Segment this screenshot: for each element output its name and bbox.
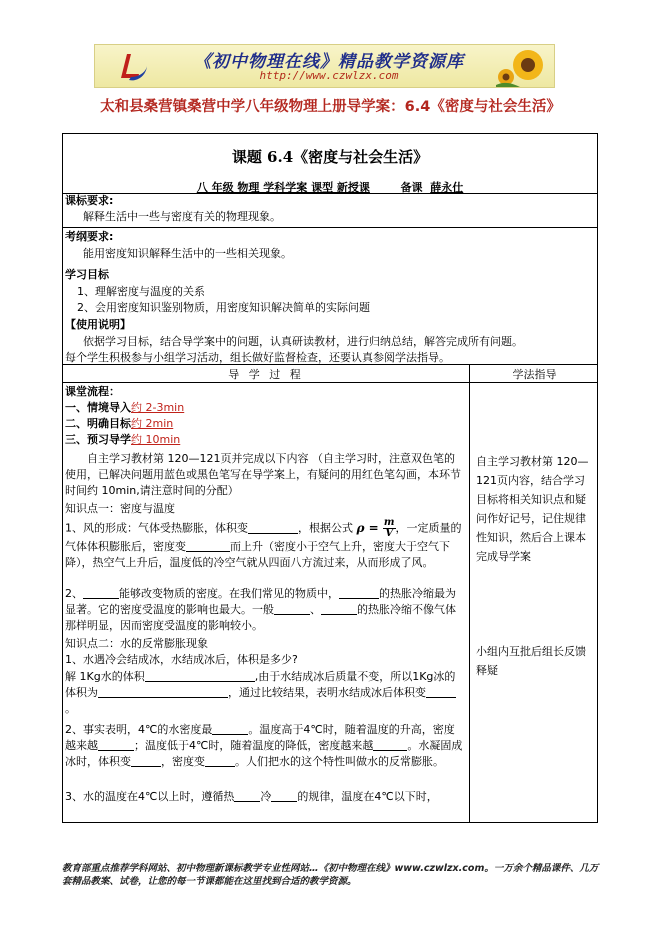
study-tip-1: 自主学习教材第 120—121页内容，结合学习目标将相关知识点和疑问作好记号，记住规律性知识，然后合上课本完成导学案 [476, 455, 589, 563]
kp2-question-2 [65, 722, 465, 770]
answer-blank[interactable] [205, 754, 235, 767]
kp1-q2-text-e: 的热胀冷缩不像气体那样明显，因而密度受温度的影响较小。 [65, 603, 456, 632]
subhead-prep-name: 薛永仕 [430, 181, 464, 194]
kp1-q2-text-b: 能够改变物质的密度。在我们常见的物质中， [119, 587, 339, 600]
divider [63, 227, 597, 228]
answer-blank[interactable] [271, 789, 297, 802]
step1-label: 一、情境导入 [65, 401, 131, 414]
goal-2: 2、会用密度知识鉴别物质，用密度知识解决简单的实际问题 [77, 301, 370, 314]
req-label: 课标要求: [65, 194, 114, 207]
site-logo-icon [113, 48, 151, 86]
answer-blank[interactable] [212, 722, 248, 735]
page-footer: 教育部重点推荐学科网站、初中物理新课标教学专业性网站…《初中物理在线》www.czwlzx.com。一万余个精品课件、几万套精品教案、试卷，让您的每一节课都能在这里找到合适的教学资源。 [62, 863, 599, 887]
step2-time: 约 2min [131, 417, 174, 430]
answer-blank[interactable] [234, 789, 260, 802]
usage-line-1: 依据学习目标，结合导学案中的问题，认真研读教材，进行归纳总结，解答完成所有问题。 [83, 335, 523, 348]
kp1-q1-text-d: 而上升（密度小于空气上升，密度大于空气下降），热空气上升后，温度低的冷空气就从四面八方流过来，从而形成了风。 [65, 540, 450, 569]
step3-label: 三、预习导学 [65, 433, 131, 446]
usage-line-2: 每个学生积极参与小组学习活动，组长做好监督检查，还要认真参阅学法指导。 [65, 351, 450, 364]
kp2-q2-text-c: ；温度低于4℃时，随着温度的降低，密度越来越 [134, 739, 374, 752]
goal-label: 学习目标 [65, 268, 109, 281]
kp2-q3-text-a: 3、水的温度在4℃以上时，遵循热 [65, 790, 235, 803]
answer-blank[interactable] [373, 738, 407, 751]
side-column-head: 学法指导 [512, 368, 557, 381]
flow-step-2 [65, 416, 173, 432]
kp1-question-1 [65, 518, 465, 571]
main-column-head: 导 学 过 程 [228, 368, 304, 381]
kp2-q3-text-c: 的规律，温度在4℃以下时， [297, 790, 438, 803]
kp2-q2-text-f: 。人们把水的这个特性叫做水的反常膨胀。 [235, 755, 444, 768]
kp2-q2-text-b: 。温度高于4℃时，随着温度的升高，密度越来越 [65, 723, 455, 752]
kp2-label: 知识点二：水的反常膨胀现象 [65, 637, 208, 650]
answer-blank[interactable] [321, 602, 357, 615]
kp2-sol-text-a: 解 1Kg水的体积 [65, 670, 145, 683]
kp1-q1-text-c: ，一定质量的气体体积膨胀后，密度变 [65, 521, 462, 553]
kp2-question-3 [65, 789, 465, 805]
kp1-q1-text-b: ，根据公式 [298, 521, 353, 535]
kp2-q2-text-d: 。水凝固成冰时，体积变 [65, 739, 463, 768]
site-banner [94, 44, 555, 88]
density-formula [357, 518, 396, 539]
kp1-q2-text-d: 、 [310, 603, 321, 616]
kp2-sol-text-b: ,由于水结成冰后质量不变，所以1Kg冰的体积为 [65, 670, 456, 699]
answer-blank[interactable] [339, 586, 379, 599]
formula-volume: V [385, 528, 394, 539]
worksheet-table [62, 133, 598, 823]
kp2-q3-text-b: 冷 [260, 790, 272, 803]
kp1-q1-text-a: 1、风的形成：气体受热膨胀，体积变 [65, 521, 248, 535]
step1-time: 约 2-3min [131, 401, 185, 414]
kp1-label: 知识点一：密度与温度 [65, 502, 175, 515]
formula-rho: ρ [356, 521, 365, 535]
exam-text: 能用密度知识解释生活中的一些相关现象。 [83, 247, 292, 260]
usage-label: 【使用说明】 [65, 318, 131, 331]
kp2-solution [65, 669, 465, 717]
kp2-sol-text-d: 。 [65, 702, 76, 715]
answer-blank[interactable] [274, 602, 310, 615]
study-method-column [470, 382, 598, 823]
flow-step-3 [65, 432, 180, 448]
exam-label: 考纲要求: [65, 230, 114, 243]
step3-time: 约 10min [131, 433, 181, 446]
answer-blank[interactable] [248, 521, 298, 534]
kp1-q2-text-a: 2、 [65, 587, 83, 600]
subhead-prep-label: 备课 [400, 181, 423, 194]
study-tip-2: 小组内互批后组长反馈释疑 [476, 645, 586, 677]
banner-title: 《初中物理在线》精品教学资源库 [194, 52, 464, 72]
answer-blank[interactable] [426, 685, 456, 698]
answer-blank[interactable] [186, 539, 230, 552]
banner-url[interactable]: http://www.czwlzx.com [259, 69, 399, 82]
kp2-question-1: 1、水遇冷会结成冰，水结成冰后，体积是多少? [65, 653, 298, 666]
column-header-row [63, 364, 597, 382]
req-text: 解释生活中一些与密度有关的物理现象。 [83, 210, 281, 223]
answer-blank[interactable] [131, 754, 161, 767]
answer-blank[interactable] [83, 586, 119, 599]
kp2-sol-text-c: ，通过比较结果，表明水结成冰后体积变 [228, 686, 426, 699]
sunflower-icon [494, 47, 550, 87]
answer-blank[interactable] [98, 738, 134, 751]
answer-blank[interactable] [98, 685, 228, 698]
formula-eq: = [368, 521, 379, 535]
kp2-q2-text-a: 2、事实表明，4℃的水密度最 [65, 723, 213, 736]
subhead-main: 八 年级 物理 学科学案 课型 新授课 [196, 181, 370, 194]
kp1-q2-text-c: 的热胀冷缩最为显著。它的密度受温度的影响也最大。一般 [65, 587, 456, 616]
guide-process-column [63, 382, 469, 823]
lesson-title: 课题 6.4《密度与社会生活》 [231, 148, 429, 166]
kp1-question-2 [65, 586, 465, 634]
kp2-q2-text-e: ，密度变 [161, 755, 205, 768]
formula-mass: m [383, 517, 395, 528]
document-title: 太和县桑营镇桑营中学八年级物理上册导学案：6.4《密度与社会生活》 [100, 99, 561, 115]
answer-blank[interactable] [145, 669, 255, 682]
flow-label: 课堂流程： [65, 385, 120, 398]
flow-step-1 [65, 400, 184, 416]
step2-label: 二、明确目标 [65, 417, 131, 430]
divider [63, 193, 597, 194]
goal-1: 1、理解密度与温度的关系 [77, 285, 205, 298]
self-study-intro: 自主学习教材第 120—121页并完成以下内容 （自主学习时，注意双色笔的使用，已解决问题用蓝色或黑色笔写在导学案上，有疑问的用红色笔勾画，本环节时间约 10min,请注意时间的分配） [65, 452, 461, 497]
